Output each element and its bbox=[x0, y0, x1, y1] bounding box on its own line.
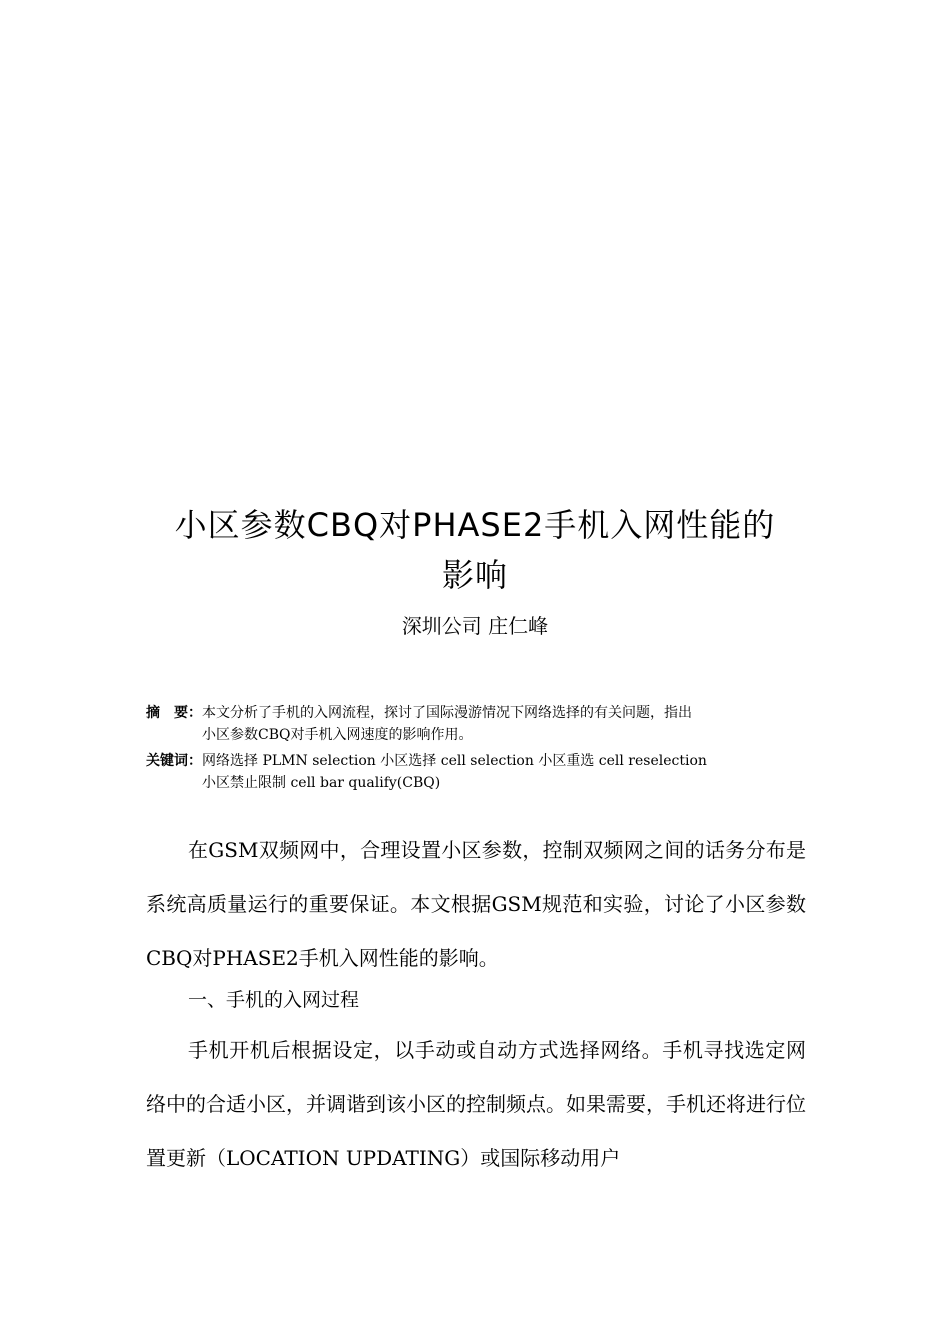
abstract-block bbox=[146, 702, 826, 746]
abstract-text-line-1: 本文分析了手机的入网流程，探讨了国际漫游情况下网络选择的有关问题，指出 bbox=[202, 705, 692, 721]
abstract-text-line-2: 小区参数CBQ对手机入网速度的影响作用。 bbox=[202, 727, 473, 743]
abstract-label: 摘 要： bbox=[146, 705, 202, 721]
intro-paragraph-block bbox=[146, 823, 806, 985]
section-paragraph-block bbox=[146, 1023, 806, 1185]
section-paragraph: 手机开机后根据设定，以手动或自动方式选择网络。手机寻找选定网络中的合适小区，并调谐到该小区的控制频点。如果需要，手机还将进行位置更新（LOCATION UPDATING）或国际移动用户 bbox=[146, 1038, 806, 1170]
intro-paragraph: 在GSM双频网中，合理设置小区参数，控制双频网之间的话务分布是系统高质量运行的重要保证。本文根据GSM规范和实验，讨论了小区参数CBQ对PHASE2手机入网性能的影响。 bbox=[146, 838, 806, 970]
keywords-text-line-2: 小区禁止限制 cell bar qualify(CBQ) bbox=[202, 775, 441, 791]
document-title bbox=[0, 500, 950, 600]
keywords-label: 关键词： bbox=[146, 753, 202, 769]
keywords-block bbox=[146, 750, 826, 794]
keywords-text-line-1: 网络选择 PLMN selection 小区选择 cell selection 小区重选 cell reselection bbox=[202, 753, 707, 769]
title-line-1: 小区参数CBQ对PHASE2手机入网性能的 bbox=[174, 506, 776, 544]
section-heading: 一、手机的入网过程 bbox=[188, 989, 360, 1011]
author-byline: 深圳公司 庄仁峰 bbox=[401, 614, 549, 638]
title-line-2: 影响 bbox=[441, 556, 508, 594]
